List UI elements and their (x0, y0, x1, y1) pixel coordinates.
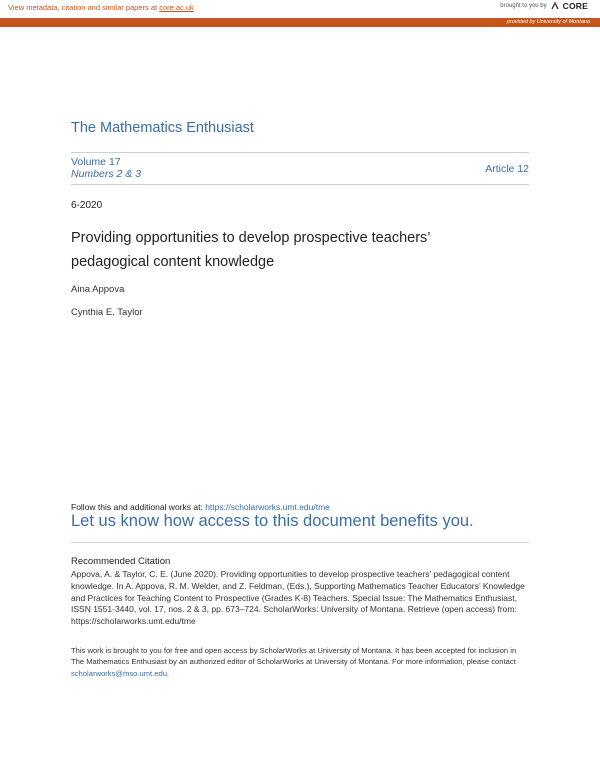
divider-issue (71, 184, 529, 185)
core-branding (500, 1, 588, 11)
follow-link[interactable]: https://scholarworks.umt.edu/tme (205, 502, 330, 512)
divider-top (71, 152, 529, 153)
core-link[interactable]: core.ac.uk (159, 3, 194, 12)
notice-text: This work is brought to you for free and open access by ScholarWorks at University of Montana. It has been accepted for inclusion in The Mathematics Enthusiast by an authorized editor of ScholarWorks at University of Montana. For more information, please contact (71, 646, 517, 667)
notice-end: . (166, 668, 170, 678)
core-metadata-notice (8, 3, 194, 12)
citation-text: Appova, A. & Taylor, C. E. (June 2020). Providing opportunities to develop prospective teachers’ pedagogical content knowledge. In A. Appova, R. M. Welder, and Z. Feldman, (Eds.), Supporting Mathematics Teacher Educators’ Knowledge and Practices for Teaching Content to Prospective (Grades K-8) Teachers. Special Issue: The Mathematics Enthusiast, ISSN 1551-3440, vol. 17, nos. 2 & 3, pp. 673–724. ScholarWorks: University of Montana. Retrieve (open access) from: https://scholarworks.umt.edu/tme (71, 569, 525, 627)
article-number[interactable]: Article 12 (485, 163, 529, 175)
core-metadata-text: View metadata, citation and similar papers at (8, 3, 160, 12)
benefits-link[interactable]: Let us know how access to this document benefits you. (71, 512, 474, 530)
volume-label[interactable]: Volume 17 (71, 156, 121, 168)
numbers-label[interactable]: Numbers 2 & 3 (71, 168, 142, 180)
open-access-notice (71, 645, 531, 679)
provider-strip (0, 18, 600, 27)
author-name: Aina Appova (71, 284, 125, 295)
provided-by-text: provided by University of Montana (506, 19, 590, 25)
contact-email-link[interactable]: scholarworks@mso.umt.edu (71, 668, 167, 678)
issue-info[interactable] (71, 156, 141, 180)
core-topbar (0, 0, 600, 18)
divider-citation (71, 542, 529, 543)
core-logo-label: CORE (562, 1, 588, 11)
journal-title[interactable]: The Mathematics Enthusiast (71, 120, 254, 136)
core-logo-icon (550, 1, 560, 11)
follow-text: Follow this and additional works at: (71, 502, 206, 512)
author-name: Cynthia E. Taylor (71, 307, 143, 318)
citation-heading: Recommended Citation (71, 556, 171, 567)
paper-title: Providing opportunities to develop prospective teachers’ pedagogical content knowledge (71, 230, 430, 270)
brought-to-you-text: brought to you by (500, 3, 547, 9)
follow-line (71, 502, 330, 512)
publication-date: 6-2020 (71, 200, 103, 211)
